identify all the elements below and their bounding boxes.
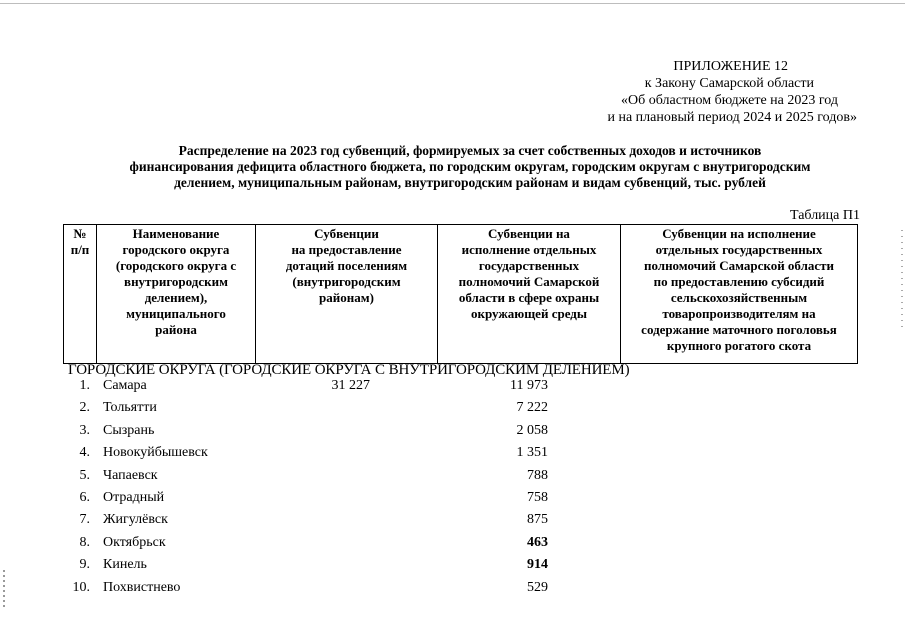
row-district-name: Похвистнево: [103, 579, 181, 595]
row-number: 4.: [79, 445, 90, 461]
header-line: исполнение отдельных: [461, 242, 597, 257]
column-header-name: [97, 225, 256, 364]
appendix-law-title: «Об областном бюджете на 2023 год: [621, 93, 838, 108]
table-row: [0, 490, 905, 512]
header-line: городского округа: [122, 242, 230, 257]
row-district-name: Самара: [103, 378, 147, 393]
header-line: (внутригородским: [292, 274, 401, 289]
appendix-number: ПРИЛОЖЕНИЕ 12: [673, 59, 788, 74]
title-line: Распределение на 2023 год субвенций, формируемых за счет собственных доходов и источников: [178, 143, 762, 158]
header-line: районам): [319, 290, 374, 305]
header-line: Субвенции на: [488, 226, 570, 241]
row-subsidy-environment: 529: [527, 579, 548, 595]
row-number: 10.: [72, 579, 90, 595]
table-row: [0, 468, 905, 490]
table-header: [63, 224, 858, 364]
table-row: [0, 378, 905, 400]
row-number: 8.: [79, 534, 90, 550]
column-header-number: [64, 225, 97, 364]
top-border-line: [0, 3, 905, 4]
header-line: области в сфере охраны: [458, 290, 600, 305]
header-line: на предоставление: [291, 242, 402, 257]
table-row: [0, 580, 905, 602]
row-district-name: Отрадный: [103, 490, 165, 505]
table-row: [0, 512, 905, 534]
table-row: [0, 557, 905, 579]
row-number: 2.: [79, 400, 90, 416]
table-row: [0, 535, 905, 557]
document-title: [60, 143, 880, 191]
table-label: Таблица П1: [790, 208, 860, 223]
header-line: Субвенции на исполнение: [662, 226, 816, 241]
header-line: дотаций поселениям: [285, 258, 408, 273]
header-line: окружающей среды: [470, 306, 588, 321]
column-header-cattle: [621, 225, 858, 364]
header-line: района: [155, 322, 197, 337]
row-subsidy-environment: 914: [527, 557, 548, 573]
row-district-name: Кинель: [103, 557, 147, 573]
row-subsidy-environment: 788: [527, 467, 548, 483]
column-header-environment: [438, 225, 621, 364]
appendix-law-period: и на плановый период 2024 и 2025 годов»: [607, 110, 857, 125]
header-line: по предоставлению субсидий: [653, 274, 825, 289]
header-line: содержание маточного поголовья: [641, 322, 837, 337]
row-subsidy-environment: 2 058: [516, 422, 548, 438]
row-district-name: Чапаевск: [103, 467, 158, 483]
header-line: крупного рогатого скота: [666, 338, 812, 353]
section-title: ГОРОДСКИЕ ОКРУГА (ГОРОДСКИЕ ОКРУГА С ВНУТРИГОРОДСКИМ ДЕЛЕНИЕМ): [68, 362, 630, 378]
row-district-name: Жигулёвск: [103, 512, 168, 528]
column-header-subsidies-settlements: [256, 225, 438, 364]
header-line: Наименование: [132, 226, 220, 241]
header-line: Субвенции: [314, 226, 379, 241]
row-subsidy-environment: 758: [527, 490, 548, 505]
row-subsidy-environment: 11 973: [510, 378, 548, 393]
row-district-name: Тольятти: [103, 400, 157, 416]
row-subsidy-environment: 463: [527, 534, 548, 550]
row-number: 6.: [79, 490, 90, 505]
header-line: (городского округа с: [115, 258, 237, 273]
row-district-name: Сызрань: [103, 422, 155, 438]
row-number: 7.: [79, 512, 90, 528]
table-row: [0, 445, 905, 467]
header-line: государственных: [478, 258, 580, 273]
row-district-name: Новокуйбышевск: [103, 445, 208, 461]
header-line: п/п: [70, 242, 90, 257]
appendix-law: к Закону Самарской области: [644, 76, 814, 91]
row-district-name: Октябрьск: [103, 534, 166, 550]
header-line: отдельных государственных: [655, 242, 823, 257]
row-number: 3.: [79, 422, 90, 438]
header-line: товаропроизводителям на: [662, 306, 816, 321]
scan-artifact: [901, 230, 903, 330]
title-line: финансирования дефицита областного бюджета, по городским округам, городским округам с внутригородским: [129, 159, 811, 174]
header-line: полномочий Самарской области: [643, 258, 835, 273]
header-line: полномочий Самарской: [458, 274, 600, 289]
header-line: сельскохозяйственным: [670, 290, 808, 305]
appendix-header: [607, 58, 857, 126]
header-line: муниципального: [126, 306, 226, 321]
row-subsidy-environment: 7 222: [516, 400, 548, 416]
header-line: №: [73, 226, 87, 241]
row-number: 1.: [79, 378, 90, 393]
header-line: внутригородским: [124, 274, 228, 289]
table-row: [0, 400, 905, 422]
row-subsidy-settlements: 31 227: [331, 378, 370, 393]
row-subsidy-environment: 1 351: [516, 445, 548, 461]
table-row: [0, 423, 905, 445]
header-line: делением),: [144, 290, 208, 305]
row-subsidy-environment: 875: [527, 512, 548, 528]
title-line: делением, муниципальным районам, внутригородским районам и видам субвенций, тыс. рублей: [174, 175, 766, 190]
row-number: 5.: [79, 467, 90, 483]
row-number: 9.: [79, 557, 90, 573]
